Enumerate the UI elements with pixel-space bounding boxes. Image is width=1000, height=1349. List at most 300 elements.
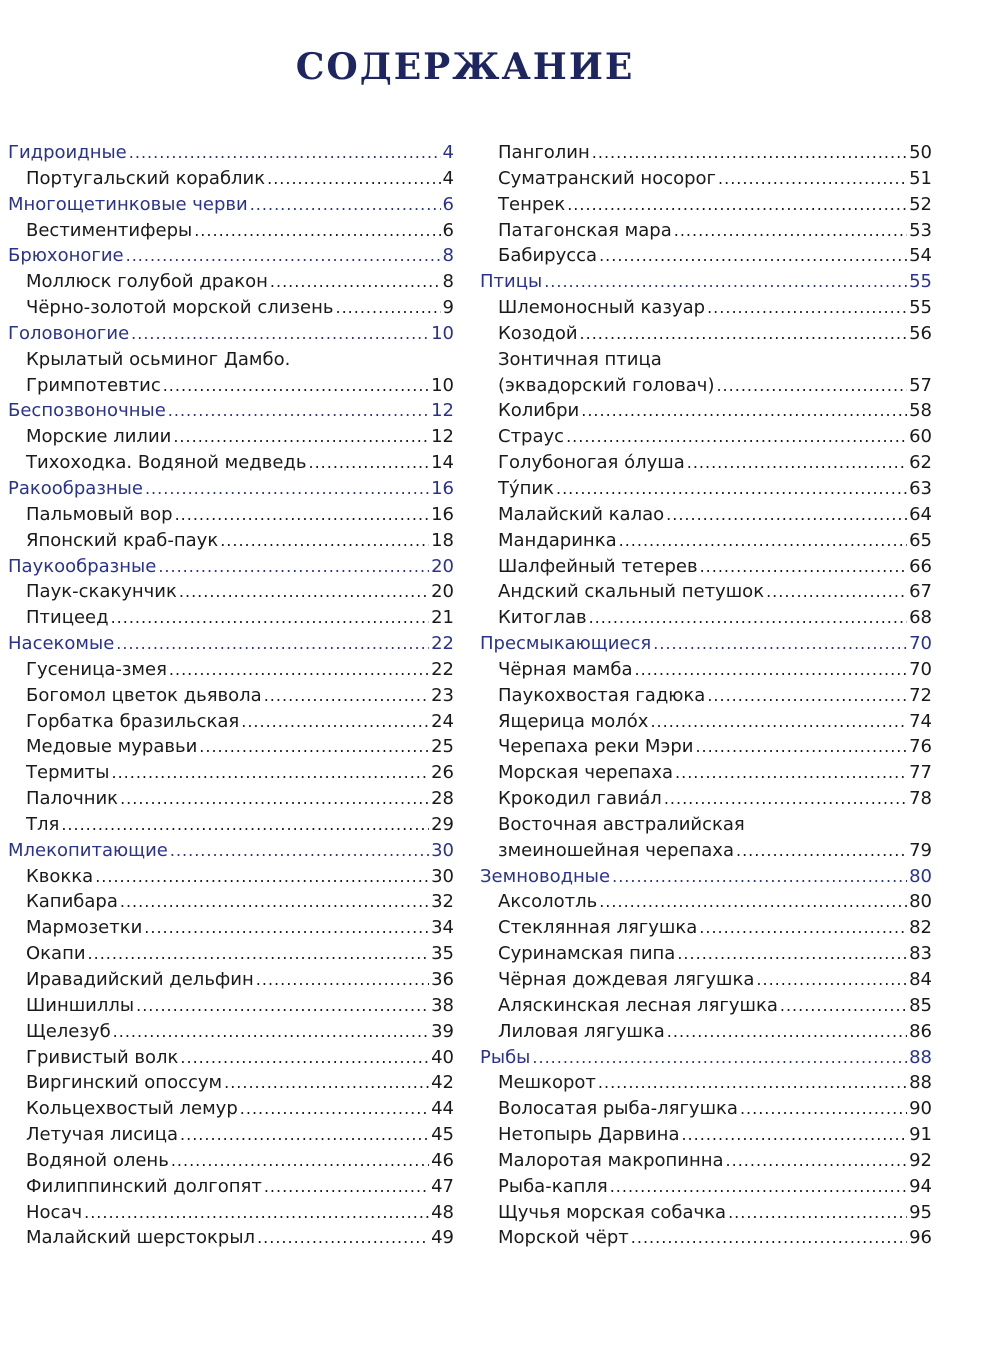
toc-dot-leader: [699, 915, 907, 941]
toc-dot-leader: [612, 864, 907, 890]
toc-entry[interactable]: [8, 1148, 454, 1174]
toc-entry-label: Португальский кораблик: [26, 167, 266, 189]
toc-entry[interactable]: [8, 347, 454, 373]
toc-entry[interactable]: [8, 993, 454, 1019]
toc-dot-leader: [681, 1122, 907, 1148]
toc-entry-label: Мармозетки: [26, 917, 143, 939]
toc-entry-label: Мешкорот: [498, 1072, 596, 1094]
toc-entry[interactable]: [480, 450, 932, 476]
toc-entry[interactable]: [8, 915, 454, 941]
toc-dot-leader: [169, 657, 429, 683]
toc-entry[interactable]: [480, 915, 932, 941]
toc-dot-leader: [256, 967, 429, 993]
toc-dot-leader: [194, 218, 440, 244]
toc-entry-label: Суринамская пипа: [498, 943, 676, 965]
toc-entry-label: Лиловая лягушка: [498, 1020, 665, 1042]
toc-entry-label: Насекомые: [8, 633, 115, 655]
toc-section-entry[interactable]: [8, 398, 454, 424]
toc-entry-label: Крылатый осьминог Дамбо.: [26, 348, 291, 370]
toc-entry-label: Тенрек: [498, 193, 566, 215]
toc-entry-label: Нетопырь Дарвина: [498, 1124, 680, 1146]
toc-entry[interactable]: [8, 941, 454, 967]
toc-entry-label: Морской чёрт: [498, 1227, 629, 1249]
toc-dot-leader: [61, 812, 429, 838]
toc-entry-label: Филиппинский долгопят: [26, 1175, 262, 1197]
toc-entry-label: Ящерица молóх: [498, 710, 649, 732]
toc-entry-label: Панголин: [498, 142, 590, 163]
toc-entry-label: Морская черепаха: [498, 762, 674, 784]
toc-entry[interactable]: [8, 1096, 454, 1122]
toc-dot-leader: [116, 631, 429, 657]
toc-entry-label: Паукохвостая гадюка: [498, 684, 706, 706]
page-title: СОДЕРЖАНИЕ: [295, 46, 635, 88]
toc-dot-leader: [88, 941, 430, 967]
toc-page-number: 57: [909, 374, 932, 396]
toc-entry[interactable]: [8, 166, 454, 192]
toc-section-entry[interactable]: [8, 631, 454, 657]
toc-page-number: 23: [431, 684, 454, 706]
toc-page-number: 4: [442, 167, 454, 189]
toc-page-number: 14: [431, 452, 454, 474]
toc-page-number: 10: [431, 374, 454, 396]
toc-entry[interactable]: [480, 321, 932, 347]
toc-dot-leader: [677, 941, 907, 967]
toc-dot-leader: [728, 1200, 907, 1226]
toc-entry[interactable]: [8, 812, 454, 838]
toc-right-column: [480, 140, 932, 1251]
toc-dot-leader: [556, 476, 907, 502]
toc-dot-leader: [199, 734, 429, 760]
toc-page-number: 42: [431, 1072, 454, 1094]
toc-entry[interactable]: [480, 889, 932, 915]
toc-entry-label: Черепаха реки Мэри: [498, 736, 694, 758]
toc-dot-leader: [700, 554, 908, 580]
toc-entry-label: Малайский калао: [498, 503, 665, 525]
toc-dot-leader: [171, 1148, 429, 1174]
toc-page-number: 47: [431, 1175, 454, 1197]
toc-page-number: 53: [909, 219, 932, 241]
toc-entry[interactable]: [480, 786, 932, 812]
toc-entry-label: Аксолотль: [498, 891, 598, 913]
toc-entry-label: Тихоходка. Водяной медведь: [26, 452, 307, 474]
toc-entry-label: Шлемоносный казуар: [498, 297, 706, 319]
toc-page-number: 20: [431, 555, 454, 577]
toc-dot-leader: [144, 915, 429, 941]
toc-page-number: 12: [431, 426, 454, 448]
toc-page-number: 25: [431, 736, 454, 758]
toc-entry[interactable]: [480, 528, 932, 554]
toc-entry-label: Аляскинская лесная лягушка: [498, 994, 778, 1016]
toc-entry[interactable]: [480, 1070, 932, 1096]
toc-dot-leader: [567, 192, 907, 218]
toc-dot-leader: [674, 218, 907, 244]
toc-dot-leader: [650, 709, 907, 735]
toc-dot-leader: [631, 1225, 907, 1251]
toc-entry-label: Головоногие: [8, 322, 130, 344]
toc-dot-leader: [129, 140, 441, 166]
toc-page-number: 55: [909, 271, 932, 293]
toc-dot-leader: [598, 1070, 907, 1096]
toc-page-number: 56: [909, 322, 932, 344]
toc-page-number: 54: [909, 245, 932, 267]
toc-page-number: 83: [909, 943, 932, 965]
toc-dot-leader: [179, 579, 429, 605]
toc-page-number: 26: [431, 762, 454, 784]
toc-entry[interactable]: [8, 1070, 454, 1096]
toc-entry-label: Колибри: [498, 400, 580, 422]
toc-dot-leader: [592, 140, 907, 166]
toc-entry-label: Капибара: [26, 891, 118, 913]
toc-entry[interactable]: [8, 1174, 454, 1200]
toc-page-number: 76: [909, 736, 932, 758]
toc-entry[interactable]: [8, 1200, 454, 1226]
toc-entry-label: Суматранский носорог: [498, 167, 717, 189]
toc-page-number: 35: [431, 943, 454, 965]
toc-entry-label: Носач: [26, 1201, 83, 1223]
toc-dot-leader: [240, 1096, 429, 1122]
toc-entry[interactable]: [480, 838, 932, 864]
toc-entry[interactable]: [480, 967, 932, 993]
toc-entry[interactable]: [480, 347, 932, 373]
toc-entry-label: Рыба-капля: [498, 1175, 608, 1197]
toc-entry[interactable]: [8, 605, 454, 631]
toc-entry-label: змеиношейная черепаха: [498, 839, 734, 861]
toc-entry-label: Шалфейный тетерев: [498, 555, 698, 577]
toc-entry[interactable]: [8, 579, 454, 605]
toc-page-number: 20: [431, 581, 454, 603]
toc-page-number: 55: [909, 297, 932, 319]
toc-page-number: 22: [431, 658, 454, 680]
toc-entry[interactable]: [480, 166, 932, 192]
toc-entry[interactable]: [480, 1225, 932, 1251]
toc-dot-leader: [145, 476, 429, 502]
toc-entry[interactable]: [480, 295, 932, 321]
toc-dot-leader: [667, 1019, 907, 1045]
toc-entry[interactable]: [480, 657, 932, 683]
toc-section-entry[interactable]: [480, 269, 932, 295]
toc-page-number: 67: [909, 581, 932, 603]
toc-entry[interactable]: [480, 605, 932, 631]
toc-page-number: 28: [431, 788, 454, 810]
toc-dot-leader: [264, 683, 429, 709]
toc-page-number: 30: [431, 865, 454, 887]
toc-entry-label: Мандаринка: [498, 529, 617, 551]
toc-section-entry[interactable]: [8, 554, 454, 580]
toc-page-number: 4: [442, 142, 454, 163]
toc-entry[interactable]: [8, 786, 454, 812]
toc-entry-label: Вестиментиферы: [26, 219, 193, 241]
toc-dot-leader: [163, 373, 429, 399]
toc-entry-label: Квокка: [26, 865, 94, 887]
toc-entry[interactable]: [480, 476, 932, 502]
toc-entry-label: Шиншиллы: [26, 994, 135, 1016]
toc-dot-leader: [267, 166, 440, 192]
toc-section-entry[interactable]: [480, 631, 932, 657]
toc-entry[interactable]: [480, 1174, 932, 1200]
toc-page-number: 79: [909, 839, 932, 861]
toc-page-number: 52: [909, 193, 932, 215]
toc-dot-leader: [111, 760, 429, 786]
toc-entry[interactable]: [8, 683, 454, 709]
toc-entry[interactable]: [8, 528, 454, 554]
toc-dot-leader: [635, 657, 908, 683]
toc-entry[interactable]: [480, 424, 932, 450]
toc-entry-label: Водяной олень: [26, 1149, 169, 1171]
toc-entry[interactable]: [480, 993, 932, 1019]
toc-section-entry[interactable]: [8, 476, 454, 502]
toc-entry[interactable]: [8, 864, 454, 890]
toc-page-number: 10: [431, 322, 454, 344]
toc-page-number: 16: [431, 477, 454, 499]
toc-entry-label: Горбатка бразильская: [26, 710, 240, 732]
toc-entry-label: Восточная австралийская: [498, 813, 745, 835]
toc-entry[interactable]: [8, 424, 454, 450]
toc-entry[interactable]: [480, 1122, 932, 1148]
toc-entry[interactable]: [8, 889, 454, 915]
toc-entry-label: Птицы: [480, 271, 543, 293]
toc-page-number: 36: [431, 969, 454, 990]
toc-entry-label: Многощетинковые черви: [8, 193, 248, 215]
toc-page-number: 88: [909, 1072, 932, 1094]
toc-page-number: 78: [909, 788, 932, 810]
toc-entry[interactable]: [8, 734, 454, 760]
toc-entry[interactable]: [480, 941, 932, 967]
toc-dot-leader: [766, 579, 907, 605]
toc-section-entry[interactable]: [480, 1045, 932, 1071]
toc-dot-leader: [740, 1096, 907, 1122]
toc-entry[interactable]: [480, 579, 932, 605]
toc-dot-leader: [726, 1148, 908, 1174]
toc-dot-leader: [220, 528, 429, 554]
toc-entry[interactable]: [480, 243, 932, 269]
toc-entry-label: Кольцехвостый лемур: [26, 1098, 238, 1120]
toc-dot-leader: [707, 683, 907, 709]
toc-entry-label: Патагонская мара: [498, 219, 672, 241]
toc-page-number: 88: [909, 1046, 932, 1068]
toc-dot-leader: [736, 838, 907, 864]
toc-dot-leader: [581, 398, 907, 424]
toc-entry-label: Виргинский опоссум: [26, 1072, 223, 1094]
toc-left-column: [8, 140, 454, 1251]
toc-dot-leader: [599, 243, 907, 269]
toc-entry[interactable]: [8, 218, 454, 244]
toc-entry-label: Иравадийский дельфин: [26, 969, 254, 990]
toc-page-number: 64: [909, 503, 932, 525]
toc-entry-label: Летучая лисица: [26, 1124, 179, 1146]
toc-entry[interactable]: [8, 709, 454, 735]
toc-entry[interactable]: [8, 502, 454, 528]
toc-entry-label: Тля: [26, 813, 60, 835]
toc-dot-leader: [580, 321, 908, 347]
toc-entry-label: Стеклянная лягушка: [498, 917, 698, 939]
toc-page-number: 84: [909, 969, 932, 990]
toc-dot-leader: [695, 734, 907, 760]
toc-entry-label: Щелезуб: [26, 1020, 111, 1042]
toc-entry-label: Паук-скакунчик: [26, 581, 177, 603]
toc-entry[interactable]: [480, 734, 932, 760]
toc-page-number: 80: [909, 891, 932, 913]
toc-dot-leader: [113, 1019, 429, 1045]
toc-page-number: 9: [442, 297, 454, 319]
toc-entry[interactable]: [8, 1122, 454, 1148]
toc-page-number: 8: [442, 245, 454, 267]
toc-dot-leader: [173, 424, 429, 450]
toc-dot-leader: [544, 269, 907, 295]
toc-entry-label: Тýпик: [498, 477, 554, 499]
toc-entry-label: Малоротая макропинна: [498, 1149, 724, 1171]
toc-dot-leader: [532, 1045, 907, 1071]
toc-entry-label: Гусеница-змея: [26, 658, 167, 680]
toc-entry-label: Гримпотевтис: [26, 374, 161, 396]
toc-page-number: 49: [431, 1227, 454, 1249]
toc-entry[interactable]: [480, 812, 932, 838]
toc-dot-leader: [120, 889, 429, 915]
toc-page-number: 40: [431, 1046, 454, 1068]
toc-entry-label: Щучья морская собачка: [498, 1201, 727, 1223]
toc-section-entry[interactable]: [8, 192, 454, 218]
toc-entry-label: Гривистый волк: [26, 1046, 179, 1068]
toc-entry[interactable]: [8, 1019, 454, 1045]
toc-entry-label: Гидроидные: [8, 142, 127, 163]
toc-page-number: 45: [431, 1124, 454, 1146]
toc-entry[interactable]: [480, 1019, 932, 1045]
toc-page-number: 46: [431, 1149, 454, 1171]
toc-dot-leader: [599, 889, 907, 915]
toc-page-number: 16: [431, 503, 454, 525]
toc-entry-label: Термиты: [26, 762, 110, 784]
toc-dot-leader: [158, 554, 429, 580]
toc-entry-label: Бабирусса: [498, 245, 598, 267]
toc-page-number: 21: [431, 607, 454, 629]
toc-entry-label: Чёрная дождевая лягушка: [498, 969, 755, 990]
toc-entry[interactable]: [8, 1225, 454, 1251]
toc-dot-leader: [111, 605, 430, 631]
toc-dot-leader: [335, 295, 440, 321]
toc-section-entry[interactable]: [8, 321, 454, 347]
toc-entry-label: Страус: [498, 426, 565, 448]
toc-page-number: 24: [431, 710, 454, 732]
toc-entry[interactable]: [480, 760, 932, 786]
toc-dot-leader: [610, 1174, 907, 1200]
toc-entry[interactable]: [480, 1148, 932, 1174]
toc-page-number: 70: [909, 658, 932, 680]
toc-page-number: 50: [909, 142, 932, 163]
toc-page-number: 94: [909, 1175, 932, 1197]
toc-page-number: 32: [431, 891, 454, 913]
toc-entry[interactable]: [480, 1096, 932, 1122]
toc-section-entry[interactable]: [8, 140, 454, 166]
toc-entry-label: Паукообразные: [8, 555, 157, 577]
toc-entry[interactable]: [8, 269, 454, 295]
toc-entry[interactable]: [480, 218, 932, 244]
toc-entry[interactable]: [480, 192, 932, 218]
toc-entry[interactable]: [8, 967, 454, 993]
toc-page-number: 74: [909, 710, 932, 732]
toc-entry[interactable]: [8, 760, 454, 786]
toc-entry-label: Пальмовый вор: [26, 503, 173, 525]
toc-entry[interactable]: [8, 1045, 454, 1071]
toc-entry[interactable]: [480, 554, 932, 580]
toc-page-number: 86: [909, 1020, 932, 1042]
toc-entry-label: Млекопитающие: [8, 839, 168, 861]
toc-section-entry[interactable]: [8, 838, 454, 864]
toc-page-number: 65: [909, 529, 932, 551]
toc-entry[interactable]: [480, 683, 932, 709]
toc-entry-label: Голубоногая óлуша: [498, 452, 685, 474]
toc-entry-label: Козодой: [498, 322, 578, 344]
toc-section-entry[interactable]: [480, 864, 932, 890]
toc-entry-label: Чёрная мамба: [498, 658, 633, 680]
toc-page-number: 96: [909, 1227, 932, 1249]
toc-dot-leader: [718, 166, 907, 192]
toc-entry[interactable]: [8, 450, 454, 476]
toc-page-number: 95: [909, 1201, 932, 1223]
toc-entry[interactable]: [8, 373, 454, 399]
toc-dot-leader: [675, 760, 907, 786]
toc-entry[interactable]: [480, 709, 932, 735]
toc-entry[interactable]: [480, 502, 932, 528]
toc-page-number: 90: [909, 1098, 932, 1120]
toc-entry[interactable]: [480, 1200, 932, 1226]
toc-dot-leader: [566, 424, 907, 450]
toc-page-number: 70: [909, 633, 932, 655]
toc-page-number: 62: [909, 452, 932, 474]
toc-entry-label: Палочник: [26, 788, 119, 810]
toc-page-number: 91: [909, 1124, 932, 1146]
toc-page-number: 48: [431, 1201, 454, 1223]
toc-entry[interactable]: [8, 295, 454, 321]
toc-dot-leader: [175, 502, 430, 528]
toc-section-entry[interactable]: [8, 243, 454, 269]
toc-page-number: 39: [431, 1020, 454, 1042]
toc-entry-label: Птицеед: [26, 607, 109, 629]
toc-page-number: 8: [442, 271, 454, 293]
toc-entry[interactable]: [480, 398, 932, 424]
toc-dot-leader: [664, 786, 907, 812]
toc-page-number: 60: [909, 426, 932, 448]
toc-dot-leader: [707, 295, 907, 321]
toc-dot-leader: [120, 786, 429, 812]
toc-dot-leader: [264, 1174, 429, 1200]
toc-entry-label: Окапи: [26, 943, 86, 965]
toc-dot-leader: [250, 192, 441, 218]
toc-entry-label: Андский скальный петушок: [498, 581, 765, 603]
toc-entry-label: Беспозвоночные: [8, 400, 166, 422]
toc-dot-leader: [653, 631, 907, 657]
toc-entry-label: Земноводные: [480, 865, 611, 887]
toc-entry-label: Китоглав: [498, 607, 587, 629]
toc-entry[interactable]: [8, 657, 454, 683]
toc-dot-leader: [270, 269, 441, 295]
toc-dot-leader: [180, 1045, 429, 1071]
toc-entry[interactable]: [480, 140, 932, 166]
toc-dot-leader: [126, 243, 441, 269]
toc-dot-leader: [780, 993, 907, 1019]
toc-page-number: 58: [909, 400, 932, 422]
toc-dot-leader: [666, 502, 907, 528]
toc-page-number: 77: [909, 762, 932, 784]
toc-entry-label: Морские лилии: [26, 426, 172, 448]
toc-entry[interactable]: [480, 373, 932, 399]
toc-dot-leader: [84, 1200, 429, 1226]
toc-page-number: 66: [909, 555, 932, 577]
toc-dot-leader: [95, 864, 429, 890]
toc-entry-label: Ракообразные: [8, 477, 143, 499]
toc-entry-label: Японский краб-паук: [26, 529, 219, 551]
toc-page-number: 6: [442, 193, 454, 215]
toc-dot-leader: [716, 373, 907, 399]
toc-page-number: 18: [431, 529, 454, 551]
